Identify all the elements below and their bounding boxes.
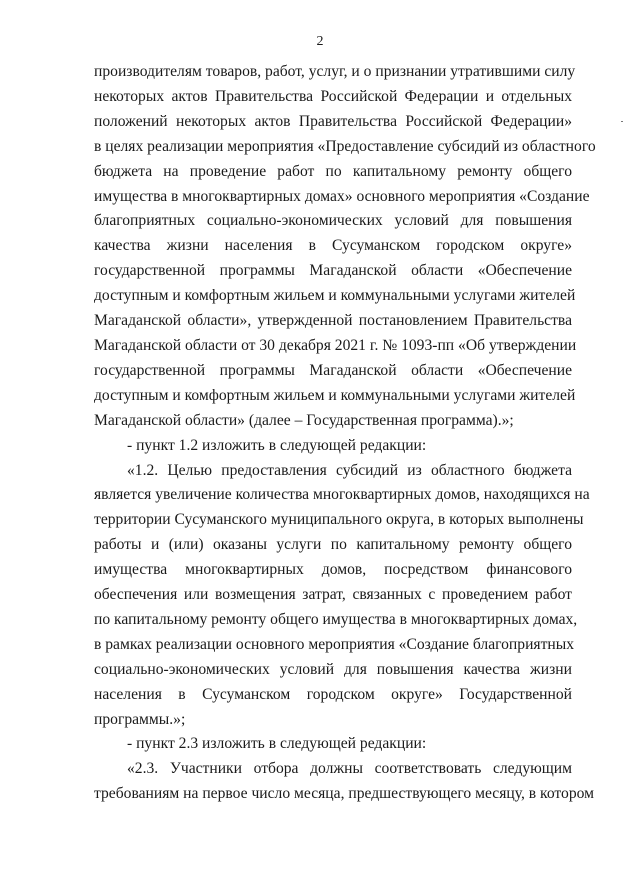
text-line: обеспечения или возмещения затрат, связанных с проведением работ: [94, 586, 572, 604]
text-line: доступным и комфортным жильем и коммунальными услугами жителей: [94, 287, 576, 305]
text-line: Магаданской области от 30 декабря 2021 г. № 1093-пп «Об утверждении: [94, 336, 577, 354]
text-line: требованиям на первое число месяца, предшествующего месяцу, в котором: [94, 785, 594, 803]
text-line: работы и (или) оказаны услуги по капитальному ремонту общего: [94, 536, 572, 554]
text-line: имущества многоквартирных домов, посредством финансового: [94, 561, 572, 579]
text-line: некоторых актов Правительства Российской Федерации и отдельных: [94, 87, 572, 105]
text-line: имущества в многоквартирных домах» основного мероприятия «Создание: [94, 187, 590, 205]
text-line: является увеличение количества многоквартирных домов, находящихся на: [94, 486, 590, 504]
text-line: благоприятных социально-экономических условий для повышения: [94, 212, 572, 230]
text-line: Магаданской области» (далее – Государственная программа).»;: [94, 411, 514, 429]
text-line: государственной программы Магаданской области «Обеспечение: [94, 361, 572, 379]
text-line: «2.3. Участники отбора должны соответствовать следующим: [127, 760, 572, 778]
text-line: - пункт 1.2 изложить в следующей редакции:: [127, 436, 427, 454]
text-line: «1.2. Целью предоставления субсидий из областного бюджета: [127, 461, 572, 479]
text-line: Магаданской области», утвержденной постановлением Правительства: [94, 312, 572, 330]
text-line: бюджета на проведение работ по капитальному ремонту общего: [94, 162, 572, 180]
text-line: - пункт 2.3 изложить в следующей редакции:: [127, 735, 427, 753]
text-line: государственной программы Магаданской области «Обеспечение: [94, 262, 572, 280]
text-line: программы.»;: [94, 710, 186, 728]
document-body: [94, 60, 596, 807]
text-line: положений некоторых актов Правительства Российской Федерации»: [94, 112, 572, 130]
text-line: населения в Сусуманском городском округе» Государственной: [94, 685, 572, 703]
text-line: в целях реализации мероприятия «Предоставление субсидий из областного: [94, 137, 596, 155]
text-line: социально-экономических условий для повышения качества жизни: [94, 660, 572, 678]
text-line: по капитальному ремонту общего имущества в многоквартирных домах,: [94, 610, 578, 628]
text-line: качества жизни населения в Сусуманском городском округе»: [94, 237, 572, 255]
text-line: производителям товаров, работ, услуг, и о признании утратившими силу: [94, 63, 576, 80]
text-line: доступным и комфортным жильем и коммунальными услугами жителей: [94, 386, 576, 404]
scan-artifact: [621, 121, 623, 122]
page-number: 2: [316, 34, 324, 49]
text-line: территории Сусуманского муниципального округа, в которых выполнены: [94, 511, 584, 529]
text-line: в рамках реализации основного мероприятия «Создание благоприятных: [94, 635, 575, 653]
